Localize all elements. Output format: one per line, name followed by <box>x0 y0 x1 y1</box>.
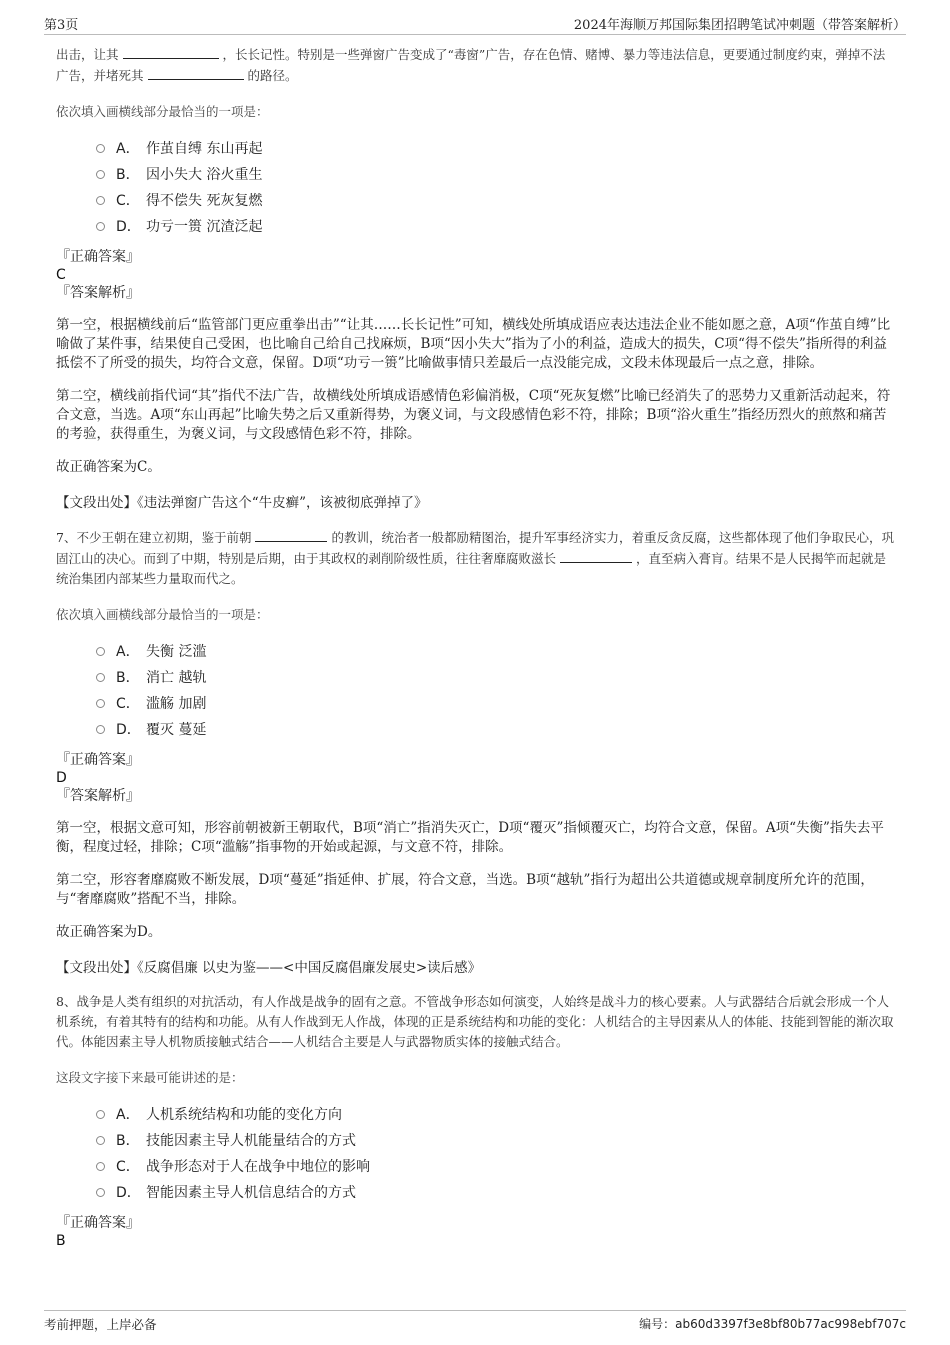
q6-explanation-1: 第一空，根据横线前后“监管部门更应重拳出击”“让其……长长记性”可知，横线处所填成语应表达违法企业不能如愿之意，A项“作茧自缚”比喻做了某件事，结果使自己受困，也比喻自己给自己找麻烦，B项“因小失大”指为了小的利益，造成大的损失，C项“得不偿失”指所得的利益抵偿不了所受的损失，均符合文意，保留。D项“功亏一篑”比喻做事情只差最后一点没能完成，文段未体现最后一点之意，排除。 <box>56 317 891 371</box>
fill-blank <box>148 65 244 80</box>
option-letter: D． <box>116 1185 141 1201</box>
option-letter: C． <box>116 1159 140 1175</box>
q6-explanation-2: 第二空，横线前指代词“其”指代不法广告，故横线处所填成语感情色彩偏消极，C项“死灰复燃”比喻已经消失了的恶势力又重新活动起来，符合文意，当选。A项“东山再起”比喻失势之后又重新得势，为褒义词，与文段感情色彩不符，排除；B项“浴火重生”指经历烈火的煎熬和痛苦的考验，获得重生，为褒义词，与文段感情色彩不符，排除。 <box>56 388 891 442</box>
q7-option-d[interactable] <box>96 717 894 743</box>
radio-icon[interactable] <box>96 647 105 656</box>
q7-options <box>96 639 894 743</box>
fill-blank <box>255 527 327 542</box>
option-text: 作茧自缚 东山再起 <box>146 141 263 157</box>
intro-text-1: 出击，让其 <box>56 47 119 62</box>
q6-answer-label: 『正确答案』 <box>56 249 140 265</box>
option-letter: C． <box>116 193 140 209</box>
q7-prompt: 依次填入画横线部分最恰当的一项是： <box>56 607 269 622</box>
q6-option-c[interactable] <box>96 188 894 214</box>
q8-option-c[interactable] <box>96 1154 894 1180</box>
radio-icon[interactable] <box>96 699 105 708</box>
q7-stem <box>56 527 894 589</box>
intro-text-3: 的路径。 <box>247 68 298 83</box>
q7-source: 【文段出处】《反腐倡廉 以史为鉴——<中国反腐倡廉发展史>读后感》 <box>56 960 482 976</box>
page-number: 第3页 <box>44 18 79 33</box>
fill-blank <box>123 44 219 59</box>
option-letter: B． <box>116 670 140 686</box>
page-footer <box>44 1310 906 1333</box>
page-content <box>56 44 894 1250</box>
option-letter: B． <box>116 167 140 183</box>
q6-option-d[interactable] <box>96 214 894 240</box>
q7-option-b[interactable] <box>96 665 894 691</box>
radio-icon[interactable] <box>96 1162 105 1171</box>
option-text: 技能因素主导人机能量结合的方式 <box>146 1133 356 1149</box>
q8-stem: 8、战争是人类有组织的对抗活动，有人作战是战争的固有之意。不管战争形态如何演变，人始终是战斗力的核心要素。人与武器结合后就会形成一个人机系统，有着其特有的结构和功能。从有人作战到无人作战，体现的正是系统结构和功能的变化：人机结合的主导因素从人的体能、技能到智能的渐次取代。体能因素主导人机物质接触式结合——人机结合主要是人与武器物质实体的接触式结合。 <box>56 994 894 1049</box>
option-text: 人机系统结构和功能的变化方向 <box>146 1107 342 1123</box>
q7-stem-2: 的教训，统治者一般都励精图治，提升军事经济实力，着重反贪反腐，这些都体现了他们争取民心，巩固江山的决心。而到了中期，特别是后期，由于其政权的剥削阶级性质，往往奢靡腐败滋长 <box>56 530 894 566</box>
q7-answer: D <box>56 770 67 786</box>
q7-answer-label: 『正确答案』 <box>56 752 140 768</box>
q6-analysis-label: 『答案解析』 <box>56 285 140 301</box>
q6-option-a[interactable] <box>96 136 894 162</box>
option-letter: D． <box>116 219 141 235</box>
radio-icon[interactable] <box>96 1110 105 1119</box>
option-letter: A． <box>116 1107 140 1123</box>
q8-prompt: 这段文字接下来最可能讲述的是： <box>56 1070 244 1085</box>
q8-option-a[interactable] <box>96 1102 894 1128</box>
q7-option-c[interactable] <box>96 691 894 717</box>
page-header <box>44 12 906 35</box>
q7-stem-1: 7、不少王朝在建立初期，鉴于前朝 <box>56 530 252 545</box>
q8-options <box>96 1102 894 1206</box>
option-letter: B． <box>116 1133 140 1149</box>
radio-icon[interactable] <box>96 673 105 682</box>
radio-icon[interactable] <box>96 170 105 179</box>
option-text: 功亏一篑 沉渣泛起 <box>146 219 263 235</box>
option-letter: D． <box>116 722 141 738</box>
radio-icon[interactable] <box>96 196 105 205</box>
q7-conclusion: 故正确答案为D。 <box>56 924 162 940</box>
fill-blank <box>560 548 632 563</box>
footer-serial: 编号：ab60d3397f3e8bf80b77ac998ebf707c <box>639 1317 906 1331</box>
q7-option-a[interactable] <box>96 639 894 665</box>
footer-slogan: 考前押题，上岸必备 <box>44 1317 157 1332</box>
q6-prompt: 依次填入画横线部分最恰当的一项是： <box>56 104 269 119</box>
radio-icon[interactable] <box>96 222 105 231</box>
option-text: 因小失大 浴火重生 <box>146 167 263 183</box>
q8-answer-label: 『正确答案』 <box>56 1215 140 1231</box>
option-text: 滥觞 加剧 <box>146 696 207 712</box>
q8-option-b[interactable] <box>96 1128 894 1154</box>
option-letter: C． <box>116 696 140 712</box>
option-text: 智能因素主导人机信息结合的方式 <box>146 1185 356 1201</box>
q6-options <box>96 136 894 240</box>
option-text: 失衡 泛滥 <box>146 644 207 660</box>
q7-analysis-label: 『答案解析』 <box>56 788 140 804</box>
q6-option-b[interactable] <box>96 162 894 188</box>
radio-icon[interactable] <box>96 725 105 734</box>
q6-answer: C <box>56 267 66 283</box>
q6-conclusion: 故正确答案为C。 <box>56 459 161 475</box>
q8-answer: B <box>56 1233 66 1249</box>
radio-icon[interactable] <box>96 144 105 153</box>
intro-paragraph <box>56 44 894 86</box>
option-text: 得不偿失 死灰复燃 <box>146 193 263 209</box>
option-text: 战争形态对于人在战争中地位的影响 <box>146 1159 370 1175</box>
q7-explanation-2: 第二空，形容奢靡腐败不断发展，D项“蔓延”指延伸、扩展，符合文意，当选。B项“越轨”指行为超出公共道德或规章制度所允许的范围，与“奢靡腐败”搭配不当，排除。 <box>56 872 874 907</box>
q7-explanation-1: 第一空，根据文意可知，形容前朝被新王朝取代，B项“消亡”指消失灭亡，D项“覆灭”指倾覆灭亡，均符合文意，保留。A项“失衡”指失去平衡，程度过轻，排除；C项“滥觞”指事物的开始或起源，与文意不符，排除。 <box>56 820 884 855</box>
option-text: 覆灭 蔓延 <box>146 722 207 738</box>
document-title: 2024年海顺万邦国际集团招聘笔试冲刺题（带答案解析） <box>573 18 906 33</box>
radio-icon[interactable] <box>96 1136 105 1145</box>
option-text: 消亡 越轨 <box>146 670 207 686</box>
intro-text-2: ，长长记性。特别是一些弹窗广告变成了“毒窗”广告，存在色情、赌博、暴力等违法信息，更要通过制度约束，弹掉不法广告，并堵死其 <box>56 47 886 83</box>
option-letter: A． <box>116 644 140 660</box>
q8-option-d[interactable] <box>96 1180 894 1206</box>
q6-source: 【文段出处】《违法弹窗广告这个“牛皮癣”，该被彻底弹掉了》 <box>56 495 428 511</box>
option-letter: A． <box>116 141 140 157</box>
q7-stem-3: ，直至病入膏肓。结果不是人民揭竿而起就是统治集团内部某些力量取而代之。 <box>56 551 887 586</box>
radio-icon[interactable] <box>96 1188 105 1197</box>
